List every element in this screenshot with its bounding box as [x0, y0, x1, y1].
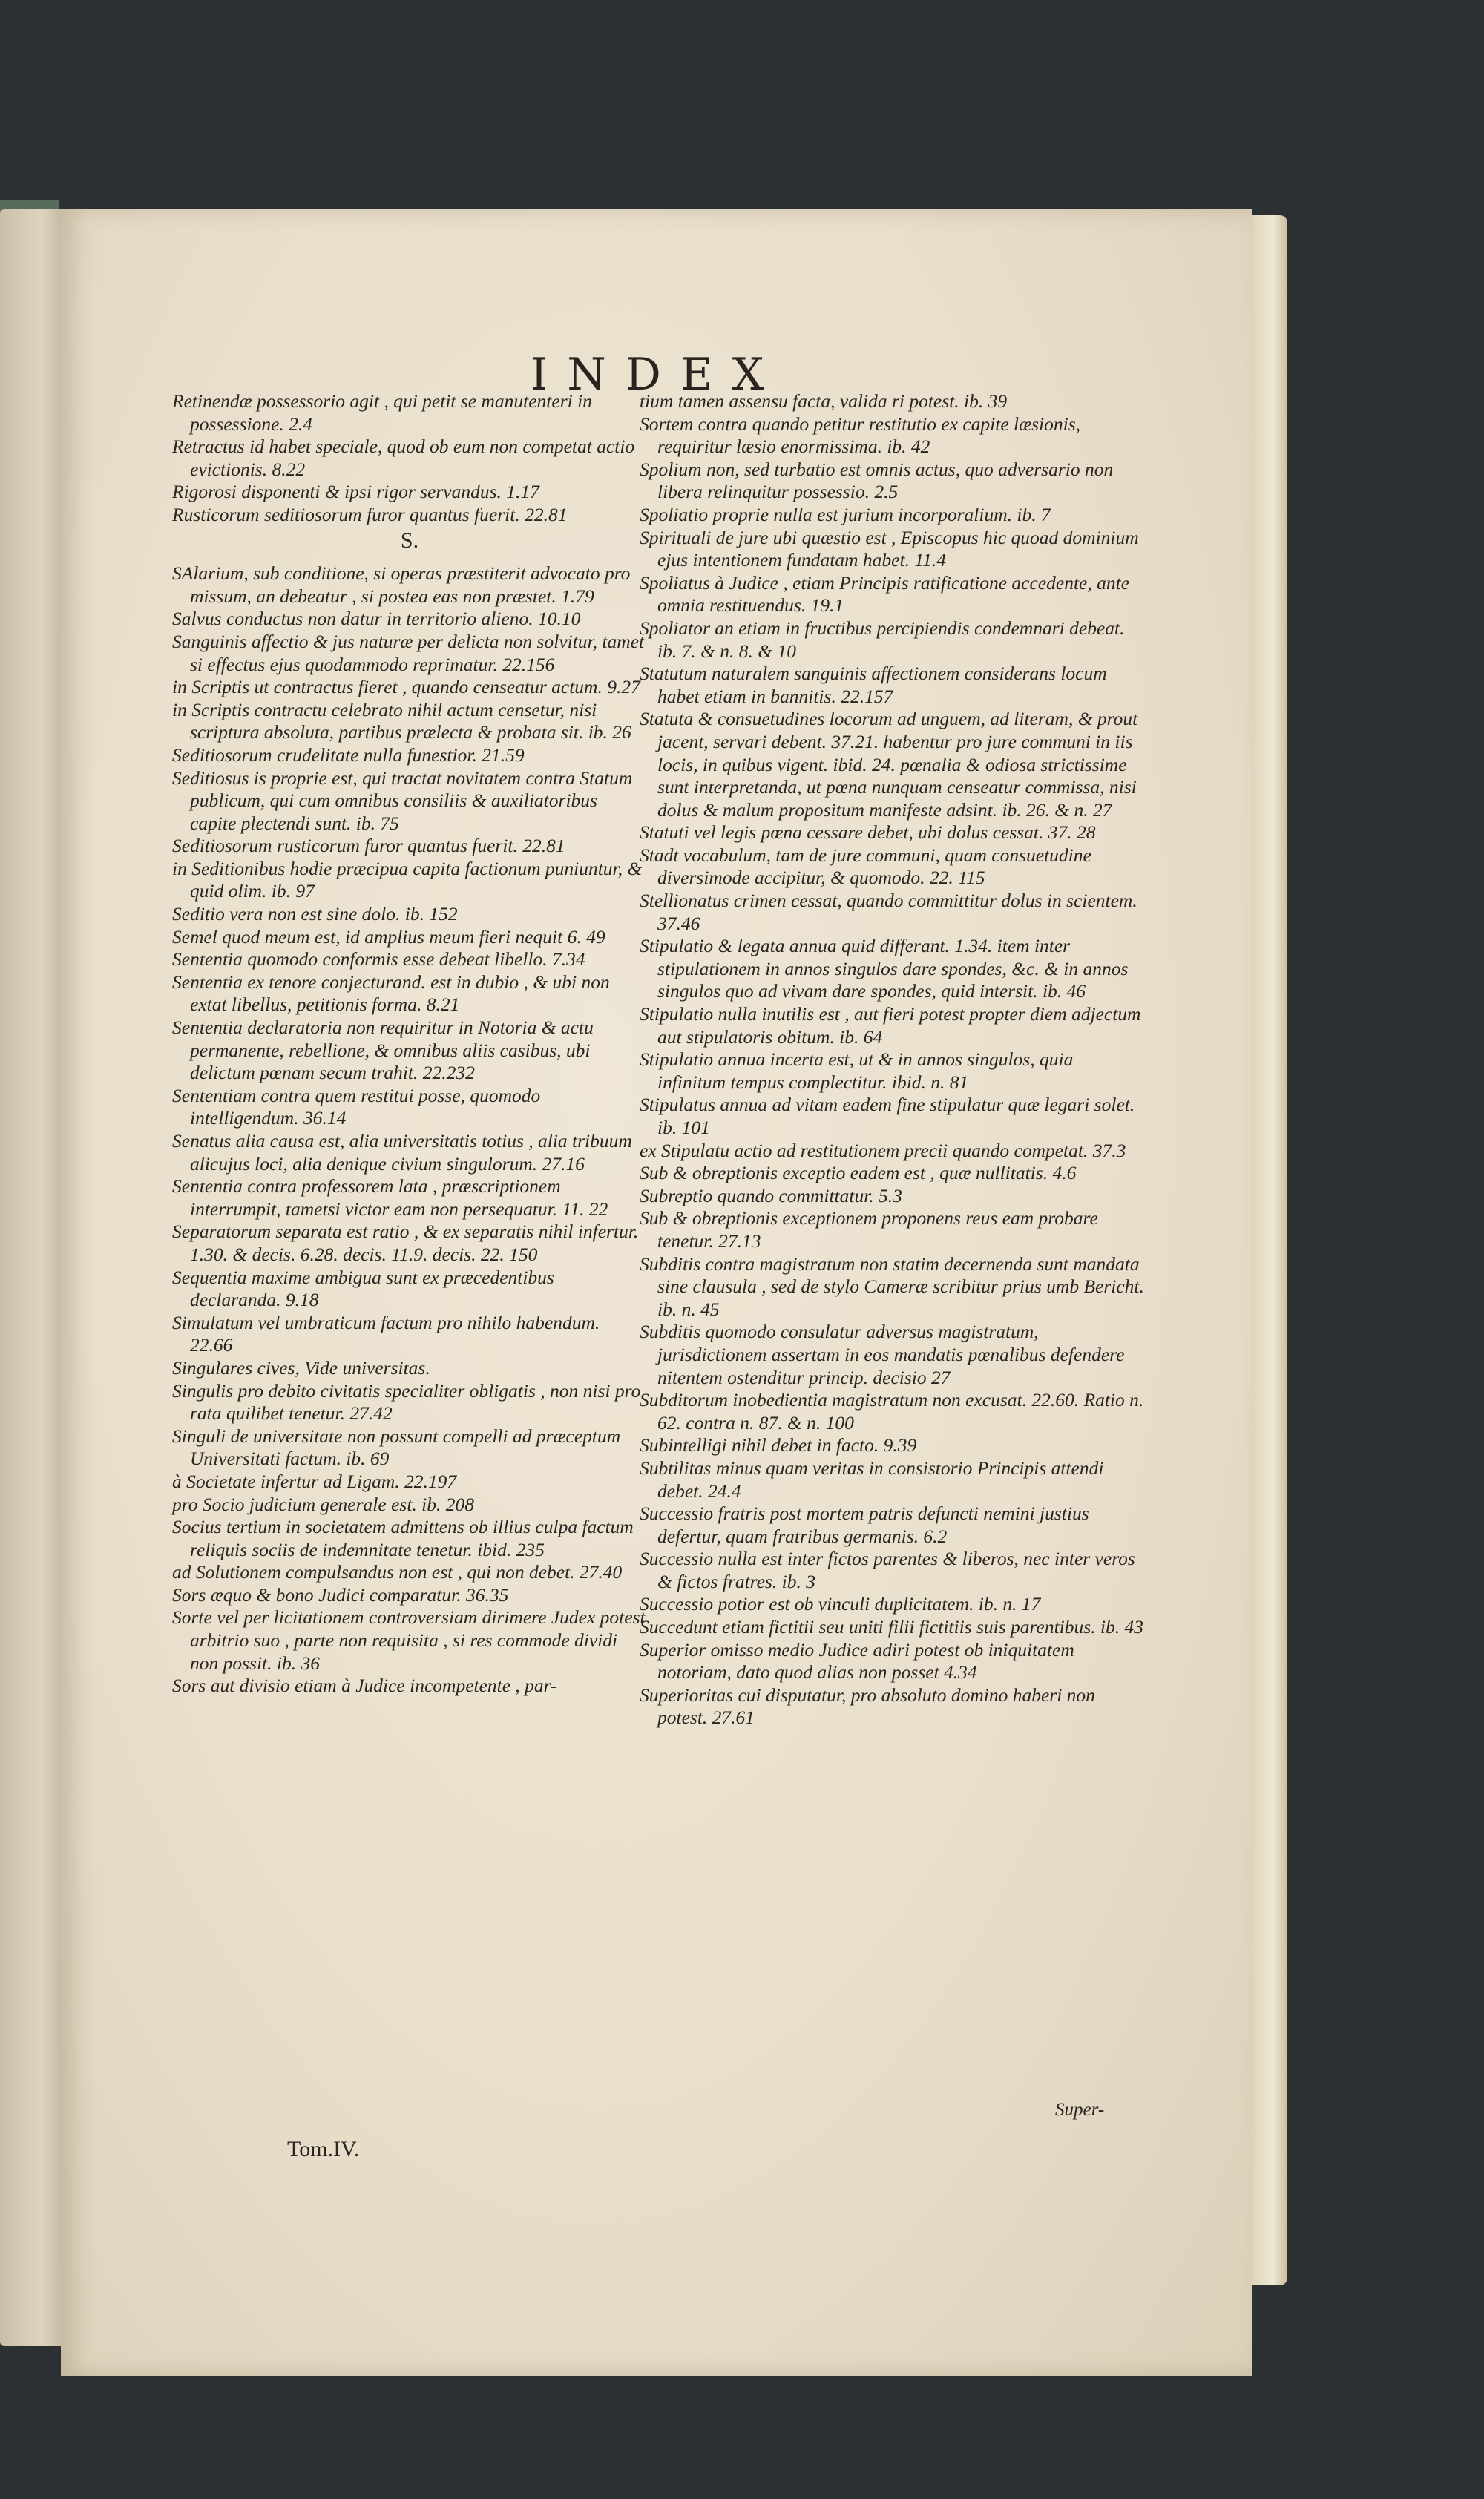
right-column [640, 390, 1144, 1730]
index-entry: in Seditionibus hodie præcipua capita factionum puniuntur, & quid olim. ib. 97 [172, 857, 643, 902]
document-page [61, 209, 1252, 2376]
index-entry: Socius tertium in societatem admittens ob illius culpa factum reliquis sociis de indemnitate tenetur. ibid. 235 [172, 1516, 634, 1560]
index-entry: Sententia declaratoria non requiritur in Notoria & actu permanente, rebellione, & omnibus aliis casibus, ubi delictum pœnam secum trahit. 22.232 [172, 1017, 594, 1084]
index-entry: tium tamen assensu facta, valida ri potest. ib. 39 [640, 390, 1008, 412]
index-entry: Sub & obreptionis exceptionem proponens reus eam probare tenetur. 27.13 [640, 1207, 1098, 1252]
index-entry: Retinendæ possessorio agit , qui petit se manutenteri in possessione. 2.4 [172, 390, 592, 435]
index-entry: Sententia contra professorem lata , præscriptionem interrumpit, tametsi victor eam non persequatur. 11. 22 [172, 1175, 608, 1220]
volume-label: Tom.IV. [287, 2137, 360, 2161]
index-entry: ex Stipulatu actio ad restitutionem precii quando competat. 37.3 [640, 1139, 1126, 1161]
index-entry: Singuli de universitate non possunt compelli ad præceptum Universitati factum. ib. 69 [172, 1425, 621, 1470]
left-book-edge [0, 209, 68, 2346]
index-entry: Stipulatio annua incerta est, ut & in annos singulos, quia infinitum tempus complectitur. ibid. n. 81 [640, 1048, 1074, 1093]
index-entry: Separatorum separata est ratio , & ex separatis nihil infertur. 1.30. & decis. 6.28. decis. 11.9. decis. 22. 150 [172, 1221, 639, 1265]
page-title: INDEX [530, 349, 784, 401]
index-entry: Statuti vel legis pœna cessare debet, ubi dolus cessat. 37. 28 [640, 821, 1096, 844]
index-entry: in Scriptis ut contractus fieret , quando censeatur actum. 9.27 [172, 676, 640, 698]
index-entry: ad Solutionem compulsandus non est , qui non debet. 27.40 [172, 1561, 623, 1583]
index-entry: Rigorosi disponenti & ipsi rigor servandus. 1.17 [172, 481, 539, 503]
left-column [172, 390, 647, 1698]
index-entry: Successio nulla est inter fictos parentes & liberos, nec inter veros & fictos fratres. ib. 3 [640, 1548, 1135, 1592]
index-entry: Subreptio quando committatur. 5.3 [640, 1184, 902, 1206]
index-entry: Salvus conductus non datur in territorio alieno. 10.10 [172, 608, 581, 630]
index-entry: Seditiosorum crudelitate nulla funestior. 21.59 [172, 743, 525, 766]
index-entry: Senatus alia causa est, alia universitatis totius , alia tribuum alicujus loci, alia denique civium singulorum. 27.16 [172, 1130, 632, 1175]
index-entry: Successio fratris post mortem patris defuncti nemini justius defertur, quam fratribus germanis. 6.2 [640, 1503, 1089, 1547]
index-entry: Sub & obreptionis exceptio eadem est , quæ nullitatis. 4.6 [640, 1162, 1077, 1184]
index-entry: Sortem contra quando petitur restitutio ex capite læsionis, requiritur læsio enormissima. ib. 42 [640, 413, 1081, 458]
index-entry: Subditis quomodo consulatur adversus magistratum, jurisdictionem assertam in eos mandatis pœnalibus defendere nitentem ostenditur princip. decisio 27 [640, 1321, 1125, 1388]
index-entry: Sententia quomodo conformis esse debeat libello. 7.34 [172, 948, 585, 971]
index-entry: Subtilitas minus quam veritas in consistorio Principis attendi debet. 24.4 [640, 1457, 1104, 1502]
index-entry: Seditiosus is proprie est, qui tractat novitatem contra Statum publicum, qui cum omnibus consiliis & auxiliatoribus capite plectendi sunt. ib. 75 [172, 766, 633, 834]
index-entry: à Societate infertur ad Ligam. 22.197 [172, 1470, 457, 1492]
index-entry: Singulares cives, Vide universitas. [172, 1356, 430, 1379]
index-entry: Sententia ex tenore conjecturand. est in dubio , & ubi non extat libellus, petitionis forma. 8.21 [172, 971, 610, 1016]
index-entry: Sequentia maxime ambigua sunt ex præcedentibus declaranda. 9.18 [172, 1266, 554, 1311]
index-entry: Superioritas cui disputatur, pro absoluto domino haberi non potest. 27.61 [640, 1684, 1095, 1729]
index-entry: Statuta & consuetudines locorum ad unguem, ad literam, & prout jacent, servari debent. 37.21. habentur pro jure communi in iis locis, in quibus vigent. ibid. 24. pœnalia & odiosa strictissime sunt interpretanda, ut pœna nunquam censeatur commissa, nisi dolus & malum propositum manifeste adsint. ib. 26. & n. 27 [640, 708, 1138, 821]
index-entry: Spoliatus à Judice , etiam Principis ratificatione accedente, ante omnia restituendus. 19.1 [640, 571, 1130, 617]
index-entry: Spoliator an etiam in fructibus percipiendis condemnari debeat. ib. 7. & n. 8. & 10 [640, 617, 1125, 662]
catchword: Super- [1055, 2100, 1105, 2120]
index-entry: Subintelligi nihil debet in facto. 9.39 [640, 1434, 917, 1457]
index-entry: Stipulatio nulla inutilis est , aut fieri potest propter diem adjectum aut stipulatoris obitum. ib. 64 [640, 1003, 1141, 1048]
index-entry: Stellionatus crimen cessat, quando committitur dolus in scientem. 37.46 [640, 890, 1137, 934]
index-entry: pro Socio judicium generale est. ib. 208 [172, 1493, 474, 1515]
index-entry: Seditiosorum rusticorum furor quantus fuerit. 22.81 [172, 835, 565, 857]
index-entry: Successio potior est ob vinculi duplicitatem. ib. n. 17 [640, 1593, 1041, 1615]
index-entry: Stadt vocabulum, tam de jure communi, quam consuetudine diversimode accipitur, & quomodo. 22. 115 [640, 844, 1091, 889]
index-entry: Sorte vel per licitationem controversiam dirimere Judex potest arbitrio suo , parte non requisita , si res commode dividi non possit. ib. 36 [172, 1606, 646, 1674]
index-entry: Superior omisso medio Judice adiri potest ob iniquitatem notoriam, dato quod alias non posset 4.34 [640, 1638, 1074, 1684]
section-letter: S. [400, 528, 419, 553]
index-entry: Spirituali de jure ubi quæstio est , Episcopus hic quoad dominium ejus intentionem fundatam habet. 11.4 [640, 526, 1139, 571]
index-entry: Sors aut divisio etiam à Judice incompetente , par- [172, 1675, 557, 1697]
index-entry: SAlarium, sub conditione, si operas præstiterit advocato pro missum, an debeatur , si postea eas non præstet. 1.79 [172, 562, 631, 607]
index-entry: Statutum naturalem sanguinis affectionem considerans locum habet etiam in bannitis. 22.157 [640, 663, 1107, 707]
index-entry: Subditorum inobedientia magistratum non excusat. 22.60. Ratio n. 62. contra n. 87. & n. 100 [640, 1389, 1144, 1434]
index-entry: in Scriptis contractu celebrato nihil actum censetur, nisi scriptura absoluta, partibus prælecta & probata sit. ib. 26 [172, 698, 631, 743]
index-entry: Succedunt etiam fictitii seu uniti filii fictitiis suis parentibus. ib. 43 [640, 1616, 1144, 1638]
index-entry: Singulis pro debito civitatis specialiter obligatis , non nisi pro rata quilibet tenetur. 27.42 [172, 1379, 641, 1425]
index-entry: Rusticorum seditiosorum furor quantus fuerit. 22.81 [172, 503, 568, 525]
index-entry: Sors æquo & bono Judici comparatur. 36.35 [172, 1583, 509, 1606]
index-entry: Stipulatus annua ad vitam eadem fine stipulatur quæ legari solet. ib. 101 [640, 1094, 1135, 1138]
index-entry: Spoliatio proprie nulla est jurium incorporalium. ib. 7 [640, 503, 1051, 525]
index-entry: Semel quod meum est, id amplius meum fieri nequit 6. 49 [172, 925, 605, 948]
index-entry: Stipulatio & legata annua quid differant. 1.34. item inter stipulationem in annos singulos dare spondes, &c. & in annos singulos quo ad vivam dare spondes, quid intersit. ib. 46 [640, 935, 1129, 1002]
index-entry: Simulatum vel umbraticum factum pro nihilo habendum. 22.66 [172, 1311, 600, 1356]
index-entry: Spolium non, sed turbatio est omnis actus, quo adversario non libera relinquitur possessio. 2.5 [640, 458, 1114, 503]
index-entry: Sanguinis affectio & jus naturæ per delicta non solvitur, tamet si effectus ejus quodammodo reprimatur. 22.156 [172, 630, 645, 675]
index-entry: Subditis contra magistratum non statim decernenda sunt mandata sine clausula , sed de stylo Cameræ scribitur prius umb Bericht. ib. n. 45 [640, 1252, 1144, 1320]
index-entry: Retractus id habet speciale, quod ob eum non competat actio evictionis. 8.22 [172, 436, 635, 480]
index-entry: Seditio vera non est sine dolo. ib. 152 [172, 903, 458, 925]
index-entry: Sententiam contra quem restitui posse, quomodo intelligendum. 36.14 [172, 1084, 541, 1129]
